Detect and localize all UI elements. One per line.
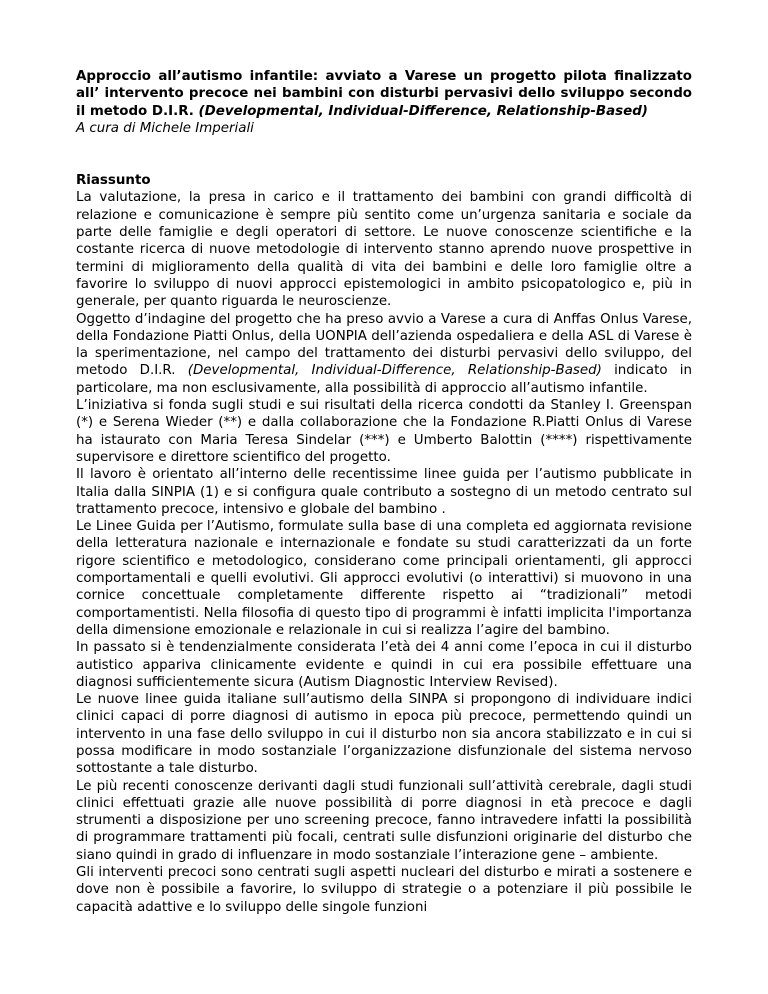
paragraph-9-text: Gli interventi precoci sono centrati sugli aspetti nucleari del disturbo e mirati a sostenere e dove non è possibile a favorire, lo sviluppo di strategie o a potenziare il più possibile le capacità adattive e lo sviluppo delle singole funzioni bbox=[76, 865, 692, 915]
paragraph-2 bbox=[76, 311, 692, 397]
paragraph-1-text: La valutazione, la presa in carico e il trattamento dei bambini con grandi difficoltà di relazione e comunicazione è sempre più sentito come un’urgenza sanitaria e sociale da parte delle famiglie e degli operatori di settore. Le nuove conoscenze scientifiche e la costante ricerca di nuove metodologie di intervento stanno aprendo nuove prospettive in termini di miglioramento della qualità di vita dei bambini e delle loro famiglie oltre a favorire lo sviluppo di nuovi approcci epistemologici in ambito psicopatologico e, più in generale, per quanto riguarda le neuroscienze. bbox=[76, 190, 692, 310]
document-title bbox=[76, 68, 692, 120]
author-line: A cura di Michele Imperiali bbox=[76, 120, 254, 136]
paragraph-7 bbox=[76, 691, 692, 777]
paragraph-3-text: L’iniziativa si fonda sugli studi e sui risultati della ricerca condotti da Stanley I. Greenspan (*) e Serena Wieder (**) e dalla collaborazione che la Fondazione R.Piatti Onlus di Varese ha istaurato con Maria Teresa Sindelar (***) e Umberto Balottin (****) rispettivamente supervisore e direttore scientifico del progetto. bbox=[76, 398, 692, 465]
paragraph-2-italic: (Developmental, Individual-Difference, Relationship-Based) bbox=[187, 363, 602, 379]
paragraph-6-text: In passato si è tendenzialmente considerata l’età dei 4 anni come l’epoca in cui il disturbo autistico appariva clinicamente evidente e quindi in cui era possibile effettuare una diagnosi sufficientemente sicura (Autism Diagnostic Interview Revised). bbox=[76, 640, 692, 690]
paragraph-3 bbox=[76, 397, 692, 466]
title-main: Approccio all’autismo infantile: avviato a Varese un progetto pilota finalizzato all’ intervento precoce nei bambini con disturbi pervasivi dello sviluppo secondo il metodo D.I.R. bbox=[76, 69, 692, 119]
paragraph-4 bbox=[76, 466, 692, 518]
paragraph-1 bbox=[76, 189, 692, 310]
paragraph-5-text: Le Linee Guida per l’Autismo, formulate sulla base di una completa ed aggiornata revisione della letteratura nazionale e internazionale e fondate su studi caratterizzati da un forte rigore scientifico e metodologico, considerano come principali orientamenti, gli approcci comportamentali e quelli evolutivi. Gli approcci evolutivi (o interattivi) si muovono in una cornice concettuale completamente differente rispetto ai “tradizionali” metodi comportamentisti. Nella filosofia di questo tipo di programmi è infatti implicita l'importanza della dimensione emozionale e relazionale in cui si realizza l’agire del bambino. bbox=[76, 519, 692, 638]
paragraph-7-text: Le nuove linee guida italiane sull’autismo della SINPA si propongono di individuare indici clinici capaci di porre diagnosi di autismo in epoca più precoce, permettendo quindi un intervento in una fase dello sviluppo in cui il disturbo non sia ancora stabilizzato e in cui si possa modificare in modo sostanziale l’organizzazione disfunzionale del sistema nervoso sottostante a tale disturbo. bbox=[76, 692, 692, 777]
title-italic: (Developmental, Individual-Difference, Relationship-Based) bbox=[198, 103, 648, 119]
paragraph-8-text: Le più recenti conoscenze derivanti dagli studi funzionali sull’attività cerebrale, dagli studi clinici effettuati grazie alle nuove possibilità di porre diagnosi in età precoce e dagli strumenti a disposizione per uno screening precoce, fanno intravedere infatti la possibilità di programmare trattamenti più focali, centrati sulle disfunzioni originarie del disturbo che siano quindi in grado di influenzare in modo sostanziale l’interazione gene – ambiente. bbox=[76, 778, 692, 863]
section-heading: Riassunto bbox=[76, 173, 151, 189]
paragraph-5 bbox=[76, 518, 692, 639]
paragraph-2-text: Oggetto d’indagine del progetto che ha preso avvio a Varese a cura di Anffas Onlus Varese, della Fondazione Piatti Onlus, della UONPIA dell’azienda ospedaliera e della ASL di Varese è la sperimentazione, nel campo del trattamento dei disturbi pervasivi dello sviluppo, del metodo D.I.R. bbox=[76, 311, 692, 379]
paragraph-2-text-after: indicato in particolare, ma non esclusivamente, alla possibilità di approccio all’autismo infantile. bbox=[76, 363, 692, 396]
paragraph-9 bbox=[76, 864, 692, 916]
paragraph-8 bbox=[76, 778, 692, 864]
paragraph-4-text: Il lavoro è orientato all’interno delle recentissime linee guida per l’autismo pubblicate in Italia dalla SINPIA (1) e si configura quale contributo a sostegno di un metodo centrato sul trattamento precoce, intensivo e globale del bambino . bbox=[76, 467, 692, 517]
paragraph-6 bbox=[76, 639, 692, 691]
